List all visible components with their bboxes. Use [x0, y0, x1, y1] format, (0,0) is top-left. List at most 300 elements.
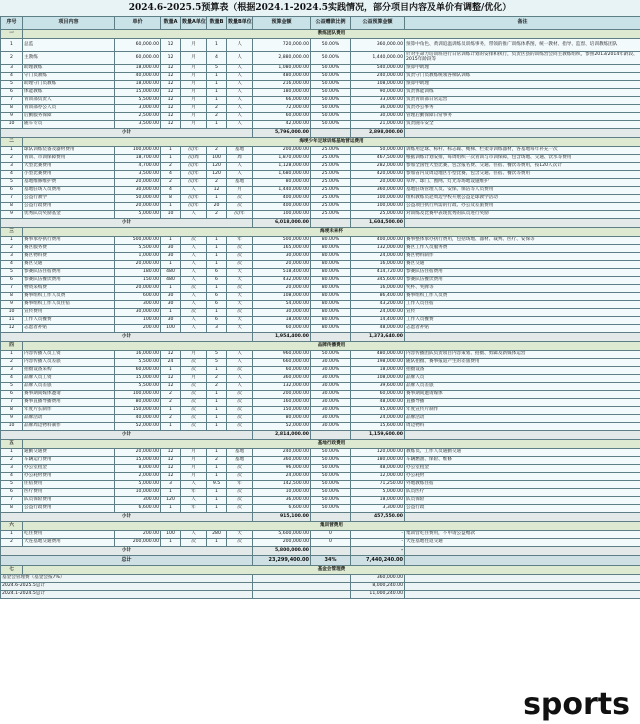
budget-amount: 180,000.00	[253, 89, 311, 97]
budget-table	[0, 16, 640, 599]
unit-b: 天	[227, 277, 253, 285]
row-number: 5	[1, 81, 23, 89]
budget-amount: 36,000.00	[253, 497, 311, 505]
unit-a: 年	[181, 489, 207, 497]
unit-price: 300.00	[115, 497, 161, 505]
unit-price: 100.00	[115, 317, 161, 325]
row-number: 8	[1, 505, 23, 513]
header-cell: 数量A	[161, 17, 181, 30]
unit-price: 5,000.00	[115, 481, 161, 489]
unit-a: 人	[181, 317, 207, 325]
budget-amount: 132,000.00	[253, 383, 311, 391]
unit-b: 次	[227, 539, 253, 547]
table-row	[1, 383, 640, 391]
unit-price: 10,000.00	[115, 489, 161, 497]
quantity-a: 12	[161, 89, 181, 97]
quantity-b: 4	[207, 52, 227, 65]
quantity-b: 1	[207, 449, 227, 457]
item-name: 赛区交通	[23, 261, 115, 269]
table-row	[1, 97, 640, 105]
subtotal-empty	[405, 431, 640, 440]
item-name: 基地驻场人员费用	[23, 187, 115, 195]
header-cell: 数量A单位	[181, 17, 207, 30]
grant-ratio: 50.00%	[311, 113, 351, 121]
unit-b: 天	[227, 317, 253, 325]
note-cell: 工作人员餐费	[405, 317, 640, 325]
row-number: 6	[1, 391, 23, 399]
unit-price: 20,000.00	[115, 179, 161, 187]
subtotal-grant: 1,373,640.00	[351, 333, 405, 342]
quantity-a: 30	[161, 253, 181, 261]
unit-price: 18,000.00	[115, 65, 161, 73]
footer-value: 8,000,240.00	[351, 583, 405, 591]
item-name: 医疗费用	[23, 489, 115, 497]
table-row	[1, 539, 640, 547]
quantity-b: 6	[207, 293, 227, 301]
row-number: 5	[1, 269, 23, 277]
unit-b: 天	[227, 325, 253, 333]
grant-amount: 48,000.00	[351, 399, 405, 407]
section-header-row	[1, 228, 640, 237]
section-number: 四	[1, 342, 23, 351]
subtotal-grant: -	[351, 547, 405, 556]
table-row	[1, 203, 640, 211]
unit-b: 次	[227, 415, 253, 423]
quantity-b: 1	[207, 73, 227, 81]
unit-b: 人	[227, 73, 253, 81]
grant-ratio: 50.00%	[311, 81, 351, 89]
note-cell: 预算中助理	[405, 81, 640, 89]
unit-a: 人	[181, 245, 207, 253]
unit-price: 5,500.00	[115, 359, 161, 367]
budget-amount: 165,000.00	[253, 245, 311, 253]
budget-amount: 2,880,000.00	[253, 52, 311, 65]
grant-amount: 86,400.00	[351, 293, 405, 301]
unit-a: 人	[181, 253, 207, 261]
grant-amount: 18,000.00	[351, 497, 405, 505]
header-cell: 公益赠款比例	[311, 17, 351, 30]
quantity-a: 480	[161, 269, 181, 277]
grant-ratio: 30.00%	[311, 423, 351, 431]
quantity-a: 4	[161, 171, 181, 179]
footer-empty	[253, 591, 351, 599]
unit-b: 次	[227, 497, 253, 505]
unit-a: 次/周	[181, 155, 207, 163]
unit-b: 次/年	[227, 211, 253, 219]
note-cell: 教练员、工作人员通勤交通	[405, 449, 640, 457]
grant-ratio: 0	[311, 531, 351, 539]
subtotal-empty	[405, 333, 640, 342]
unit-price: 1,000.00	[115, 253, 161, 261]
table-row	[1, 113, 640, 121]
item-name: 赛事组织工作人员费	[23, 293, 115, 301]
unit-a: 次	[181, 359, 207, 367]
grant-ratio: 50.00%	[311, 481, 351, 489]
section-title: 教练团队费用	[23, 30, 640, 39]
note-cell: 赛区物料制作	[405, 253, 640, 261]
table-row	[1, 497, 640, 505]
item-name: 后勤服务保障	[23, 113, 115, 121]
note-cell: 赛事期间邀请媒体	[405, 391, 640, 399]
quantity-a: 12	[161, 375, 181, 383]
unit-b: 人	[227, 171, 253, 179]
budget-amount: 500,000.00	[253, 237, 311, 245]
footer-label: 2024.1-2024.5总计	[1, 591, 253, 599]
unit-b: 基地	[227, 179, 253, 187]
section-number: 五	[1, 440, 23, 449]
quantity-a: 1	[161, 407, 181, 415]
budget-amount: 30,000.00	[253, 253, 311, 261]
grant-ratio: 80.00%	[311, 269, 351, 277]
grant-ratio: 80.00%	[311, 261, 351, 269]
subtotal-amount: 6,018,000.00	[253, 219, 311, 228]
note-cell: 志愿者补贴	[405, 325, 640, 333]
footer-empty	[405, 591, 640, 599]
quantity-a: 2	[161, 179, 181, 187]
row-number: 10	[1, 309, 23, 317]
unit-b: 次	[227, 465, 253, 473]
table-row	[1, 351, 640, 359]
item-name: 体能教练	[23, 89, 115, 97]
unit-b: 人	[227, 52, 253, 65]
section-number: 二	[1, 138, 23, 147]
quantity-b: 1	[207, 245, 227, 253]
grant-ratio: 50.00%	[311, 457, 351, 465]
unit-a: 月	[181, 457, 207, 465]
item-name: 公益行政费用	[23, 203, 115, 211]
quantity-a: 1	[161, 309, 181, 317]
section-title: 基金会管理费	[23, 566, 640, 575]
table-row	[1, 473, 640, 481]
item-name: 品牌人员工资	[23, 375, 115, 383]
unit-b: 人	[227, 383, 253, 391]
budget-amount: 60,000.00	[253, 325, 311, 333]
grant-ratio: 30.00%	[311, 399, 351, 407]
grant-amount: 198,000.00	[351, 359, 405, 367]
subtotal-label: 小计	[1, 431, 253, 440]
quantity-a: 1	[161, 285, 181, 293]
total-row	[1, 556, 640, 566]
section-title: 海埂未来杯	[23, 228, 640, 237]
note-cell: 负责青训部日常运营	[405, 97, 640, 105]
row-number: 4	[1, 73, 23, 81]
note-cell: 草坪、球门、围网、灯光等场地设施维护	[405, 179, 640, 187]
table-row	[1, 407, 640, 415]
grant-amount: 414,720.00	[351, 269, 405, 277]
row-number: 4	[1, 375, 23, 383]
table-row	[1, 375, 640, 383]
row-number: 2	[1, 155, 23, 163]
subtotal-empty	[311, 513, 351, 522]
grant-amount: -	[351, 531, 405, 539]
unit-price: 3,500.00	[115, 171, 161, 179]
unit-a: 人	[181, 269, 207, 277]
note-cell: 年度宣传片制作	[405, 407, 640, 415]
quantity-b: 5	[207, 351, 227, 359]
footer-row	[1, 591, 640, 599]
grant-ratio: 80.00%	[311, 245, 351, 253]
note-cell: 集训营吃住费用，不申请公益赠款	[405, 531, 640, 539]
row-number: 7	[1, 399, 23, 407]
unit-price: 200.00	[115, 325, 161, 333]
grant-amount: 60,000.00	[351, 391, 405, 399]
row-number: 4	[1, 473, 23, 481]
unit-b: 基地	[227, 457, 253, 465]
grant-amount: 18,000.00	[351, 367, 405, 375]
subtotal-row	[1, 513, 640, 522]
grant-ratio: 80.00%	[311, 309, 351, 317]
table-row	[1, 465, 640, 473]
unit-price: 600.00	[115, 293, 161, 301]
row-number: 9	[1, 415, 23, 423]
grant-ratio: 30.00%	[311, 415, 351, 423]
subtotal-row	[1, 431, 640, 440]
unit-a: 人	[181, 481, 207, 489]
unit-price: 4,700.00	[115, 163, 161, 171]
quantity-a: 1	[161, 539, 181, 547]
table-row	[1, 277, 640, 285]
unit-a: 月	[181, 449, 207, 457]
unit-a: 月	[181, 105, 207, 113]
quantity-b: 100	[207, 155, 227, 163]
unit-b: 人	[227, 359, 253, 367]
section-header-row	[1, 138, 640, 147]
row-number: 2	[1, 245, 23, 253]
grant-ratio: 50.00%	[311, 505, 351, 513]
row-number: 7	[1, 97, 23, 105]
quantity-b: 1	[207, 407, 227, 415]
unit-price: 60,000.00	[115, 39, 161, 52]
grant-ratio: 30.00%	[311, 383, 351, 391]
unit-b: 基地	[227, 449, 253, 457]
unit-b: 人	[227, 351, 253, 359]
unit-b: 次	[227, 253, 253, 261]
budget-amount: 5,600,000.00	[253, 531, 311, 539]
budget-amount: 108,000.00	[253, 293, 311, 301]
header-cell: 序号	[1, 17, 23, 30]
grant-amount: 45,000.00	[351, 407, 405, 415]
unit-b: 次	[227, 407, 253, 415]
unit-price: 52,000.00	[115, 423, 161, 431]
row-number: 5	[1, 383, 23, 391]
footer-empty	[405, 583, 640, 591]
subtotal-amount: 915,100.00	[253, 513, 311, 522]
table-row	[1, 391, 640, 399]
row-number: 3	[1, 367, 23, 375]
unit-a: 月	[181, 465, 207, 473]
unit-b: 人	[227, 65, 253, 73]
item-name: 青训部办公人员	[23, 105, 115, 113]
unit-price: 500,000.00	[115, 237, 161, 245]
note-cell: 内容传播团队负责项目内容策划、拍摄、剪辑及新媒体运营	[405, 351, 640, 359]
unit-price: 50,000.00	[115, 195, 161, 203]
grant-ratio: 30.00%	[311, 367, 351, 375]
row-number: 6	[1, 89, 23, 97]
table-row	[1, 195, 640, 203]
item-name: 公益行教学	[23, 195, 115, 203]
unit-b: 人	[227, 163, 253, 171]
quantity-a: 12	[161, 449, 181, 457]
item-name: 小型比赛费用	[23, 171, 115, 179]
note-cell: 宣传	[405, 309, 640, 317]
item-name: 赛区服务费	[23, 245, 115, 253]
unit-a: 次	[181, 423, 207, 431]
item-name: 工作人员餐费	[23, 317, 115, 325]
note-cell: 针对生命力培训班进行日常训练计划的安排和执行，负责区县的训练营会同主教练组织，参照2013/2014年龄段、2015年龄段等	[405, 52, 640, 65]
unit-b: 人	[227, 121, 253, 129]
item-name: 参赛队伍餐饮费用	[23, 277, 115, 285]
item-name: 通勤交通费	[23, 449, 115, 457]
quantity-b: 1	[207, 121, 227, 129]
grant-ratio: 50.00%	[311, 65, 351, 73]
header-cell: 备注	[405, 17, 640, 30]
unit-a: 人	[181, 277, 207, 285]
grant-amount: 48,000.00	[351, 325, 405, 333]
grant-amount: 360,000.00	[351, 39, 405, 52]
quantity-b: 1	[207, 285, 227, 293]
unit-price: 18,700.00	[115, 155, 161, 163]
budget-amount: 200,000.00	[253, 391, 311, 399]
budget-amount: 400,000.00	[253, 195, 311, 203]
row-number: 8	[1, 105, 23, 113]
grant-ratio: 50.00%	[311, 39, 351, 52]
table-row	[1, 147, 640, 155]
budget-amount: 10,000.00	[253, 489, 311, 497]
subtotal-empty	[405, 219, 640, 228]
table-row	[1, 309, 640, 317]
budget-amount: 1,680,000.00	[253, 171, 311, 179]
quantity-a: 12	[161, 52, 181, 65]
footer-label: 基金会管理费（基金会按7%）	[1, 575, 253, 583]
unit-a: 次	[181, 383, 207, 391]
unit-a: 人	[181, 301, 207, 309]
grant-amount: 132,000.00	[351, 245, 405, 253]
row-number: 1	[1, 531, 23, 539]
page-title: 2024.6-2025.5预算表（根据2024.1-2024.5实践情况，部分项目内容及单价有调整/优化）	[0, 0, 640, 17]
budget-amount: 200,000.00	[253, 147, 311, 155]
quantity-a: 30	[161, 293, 181, 301]
unit-b: 天	[227, 293, 253, 301]
unit-a: 人	[181, 211, 207, 219]
note-cell: 周边物料	[405, 423, 640, 431]
budget-amount: 52,000.00	[253, 423, 311, 431]
budget-amount: 1,128,000.00	[253, 163, 311, 171]
quantity-a: 1	[161, 367, 181, 375]
note-cell: 品牌活动	[405, 415, 640, 423]
quantity-a: 24	[161, 359, 181, 367]
table-row	[1, 317, 640, 325]
note-cell: 对训练及比赛中表现优秀的队员进行奖励	[405, 211, 640, 219]
unit-b: 次	[227, 261, 253, 269]
grant-amount: 108,000.00	[351, 81, 405, 89]
quantity-a: 12	[161, 81, 181, 89]
quantity-b: 2	[207, 211, 227, 219]
table-row	[1, 449, 640, 457]
item-name: 助理教练	[23, 65, 115, 73]
quantity-b: 120	[207, 163, 227, 171]
unit-price: 20,000.00	[115, 203, 161, 211]
budget-amount: 80,000.00	[253, 179, 311, 187]
unit-price: 60,000.00	[115, 367, 161, 375]
item-name: 大型比赛费用	[23, 163, 115, 171]
section-title: 海埂少年足球训练基地营运费用	[23, 138, 640, 147]
note-cell: 直播导播	[405, 399, 640, 407]
note-cell: 负责随车安全	[405, 121, 640, 129]
budget-amount: 216,000.00	[253, 81, 311, 89]
section-title: 集训营费用	[23, 522, 640, 531]
table-row	[1, 81, 640, 89]
note-cell: 预算中助理	[405, 65, 640, 73]
unit-a: 次/年	[181, 171, 207, 179]
grant-amount: 540,000.00	[351, 65, 405, 73]
quantity-b: 1	[207, 89, 227, 97]
quantity-a: 3	[161, 481, 181, 489]
quantity-a: 12	[161, 97, 181, 105]
quantity-a: 1	[161, 423, 181, 431]
unit-b: 月	[227, 187, 253, 195]
item-name: 赛事直播导播费用	[23, 399, 115, 407]
row-number: 6	[1, 277, 23, 285]
subtotal-empty	[311, 333, 351, 342]
unit-price: 8,000.00	[115, 465, 161, 473]
row-number: 9	[1, 113, 23, 121]
budget-amount: 42,000.00	[253, 121, 311, 129]
section-header-row	[1, 30, 640, 39]
unit-price: 5,500.00	[115, 97, 161, 105]
unit-a: 人	[181, 187, 207, 195]
quantity-b: 1	[207, 539, 227, 547]
grant-amount: 5,000.00	[351, 489, 405, 497]
quantity-a: 120	[161, 497, 181, 505]
grant-amount: 240,000.00	[351, 73, 405, 81]
item-name: 拍摄设备采购	[23, 367, 115, 375]
unit-price: 15,000.00	[115, 375, 161, 383]
note-cell: 参加全国性大型比赛，包含报名费、交通、住宿、餐饮等费用，按120人次计	[405, 163, 640, 171]
grant-amount: 14,400.00	[351, 317, 405, 325]
item-name: 吃住费用	[23, 531, 115, 539]
unit-b: 年	[227, 237, 253, 245]
grant-ratio: 50.00%	[311, 465, 351, 473]
unit-a: 人	[181, 531, 207, 539]
budget-amount: 518,400.00	[253, 269, 311, 277]
unit-price: 3,000.00	[115, 105, 161, 113]
grant-ratio: 80.00%	[311, 293, 351, 301]
grant-ratio: 80.00%	[311, 277, 351, 285]
grant-ratio: 25.00%	[311, 187, 351, 195]
table-header-row	[1, 17, 640, 30]
budget-amount: 1,080,000.00	[253, 65, 311, 73]
quantity-a: 4	[161, 187, 181, 195]
item-name: 赛事组织工作人员住宿	[23, 301, 115, 309]
unit-a: 人	[181, 325, 207, 333]
quantity-a: 30	[161, 317, 181, 325]
note-cell: 品牌人员	[405, 375, 640, 383]
quantity-a: 10	[161, 211, 181, 219]
note-cell: 训练用足球、标杆、标志碟、绳梯、栏架等训练器材，各基地每年补充一次	[405, 147, 640, 155]
note-cell: 赛区工作人员服务费	[405, 245, 640, 253]
row-number: 9	[1, 211, 23, 219]
budget-amount: 400,000.00	[253, 203, 311, 211]
note-cell: 参赛队伍住宿费用	[405, 269, 640, 277]
section-header-row	[1, 566, 640, 575]
table-row	[1, 105, 640, 113]
grant-ratio: 30.00%	[311, 407, 351, 415]
header-cell: 数量B单位	[227, 17, 253, 30]
item-name: 赛事承办执行费用	[23, 237, 115, 245]
quantity-a: 12	[161, 105, 181, 113]
subtotal-amount: 2,814,000.00	[253, 431, 311, 440]
row-number: 10	[1, 121, 23, 129]
